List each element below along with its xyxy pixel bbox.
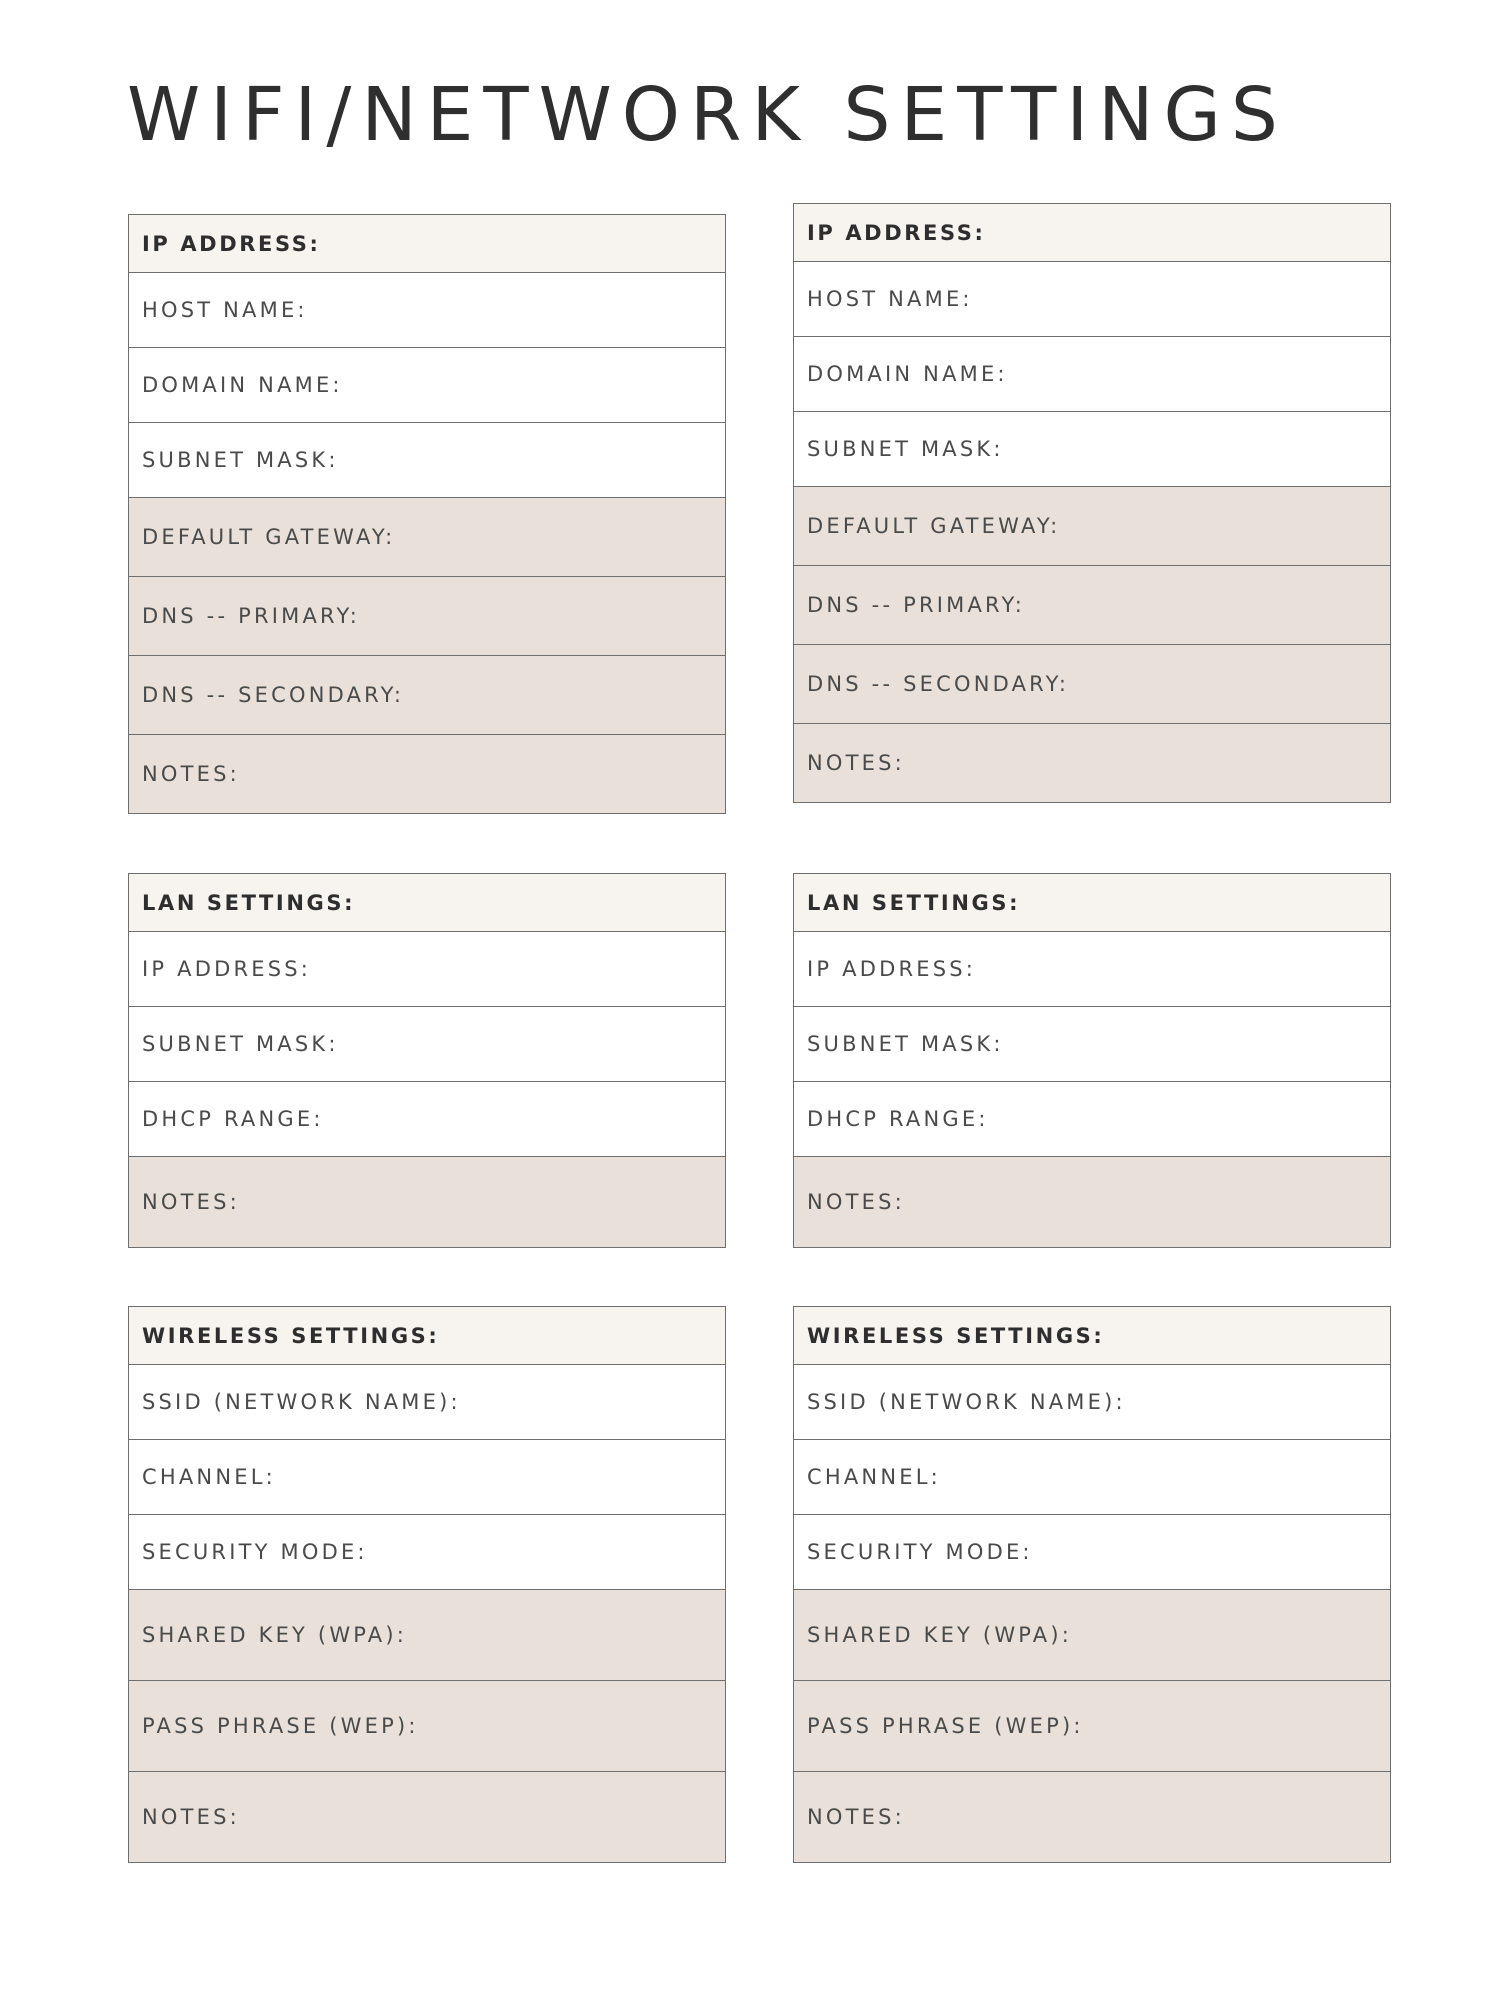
- ip-address-card-left: [128, 214, 726, 814]
- wireless-settings-card-left: [128, 1306, 726, 1863]
- ip-address-card-right: [793, 203, 1391, 803]
- pass-phrase-field[interactable]: PASS PHRASE (WEP):: [794, 1680, 1390, 1771]
- ssid-field[interactable]: SSID (NETWORK NAME):: [129, 1364, 725, 1439]
- domain-name-field[interactable]: DOMAIN NAME:: [794, 336, 1390, 411]
- ip-address-header: IP ADDRESS:: [129, 215, 725, 272]
- channel-field[interactable]: CHANNEL:: [129, 1439, 725, 1514]
- host-name-field[interactable]: HOST NAME:: [794, 261, 1390, 336]
- ip-address-field[interactable]: IP ADDRESS:: [794, 931, 1390, 1006]
- wireless-settings-header: WIRELESS SETTINGS:: [794, 1307, 1390, 1364]
- notes-field[interactable]: NOTES:: [129, 734, 725, 813]
- default-gateway-field[interactable]: DEFAULT GATEWAY:: [129, 497, 725, 576]
- dns-primary-field[interactable]: DNS -- PRIMARY:: [129, 576, 725, 655]
- subnet-mask-field[interactable]: SUBNET MASK:: [129, 422, 725, 497]
- ip-address-header: IP ADDRESS:: [794, 204, 1390, 261]
- lan-settings-header: LAN SETTINGS:: [794, 874, 1390, 931]
- ssid-field[interactable]: SSID (NETWORK NAME):: [794, 1364, 1390, 1439]
- notes-field[interactable]: NOTES:: [129, 1771, 725, 1862]
- subnet-mask-field[interactable]: SUBNET MASK:: [794, 411, 1390, 486]
- notes-field[interactable]: NOTES:: [794, 723, 1390, 802]
- notes-field[interactable]: NOTES:: [129, 1156, 725, 1247]
- host-name-field[interactable]: HOST NAME:: [129, 272, 725, 347]
- security-mode-field[interactable]: SECURITY MODE:: [794, 1514, 1390, 1589]
- dhcp-range-field[interactable]: DHCP RANGE:: [794, 1081, 1390, 1156]
- dhcp-range-field[interactable]: DHCP RANGE:: [129, 1081, 725, 1156]
- dns-secondary-field[interactable]: DNS -- SECONDARY:: [129, 655, 725, 734]
- lan-settings-card-left: [128, 873, 726, 1248]
- subnet-mask-field[interactable]: SUBNET MASK:: [794, 1006, 1390, 1081]
- channel-field[interactable]: CHANNEL:: [794, 1439, 1390, 1514]
- security-mode-field[interactable]: SECURITY MODE:: [129, 1514, 725, 1589]
- notes-field[interactable]: NOTES:: [794, 1156, 1390, 1247]
- page-title: WIFI/NETWORK SETTINGS: [127, 72, 1288, 158]
- wireless-settings-card-right: [793, 1306, 1391, 1863]
- shared-key-field[interactable]: SHARED KEY (WPA):: [129, 1589, 725, 1680]
- ip-address-field[interactable]: IP ADDRESS:: [129, 931, 725, 1006]
- wireless-settings-header: WIRELESS SETTINGS:: [129, 1307, 725, 1364]
- notes-field[interactable]: NOTES:: [794, 1771, 1390, 1862]
- subnet-mask-field[interactable]: SUBNET MASK:: [129, 1006, 725, 1081]
- default-gateway-field[interactable]: DEFAULT GATEWAY:: [794, 486, 1390, 565]
- lan-settings-card-right: [793, 873, 1391, 1248]
- lan-settings-header: LAN SETTINGS:: [129, 874, 725, 931]
- domain-name-field[interactable]: DOMAIN NAME:: [129, 347, 725, 422]
- dns-secondary-field[interactable]: DNS -- SECONDARY:: [794, 644, 1390, 723]
- pass-phrase-field[interactable]: PASS PHRASE (WEP):: [129, 1680, 725, 1771]
- dns-primary-field[interactable]: DNS -- PRIMARY:: [794, 565, 1390, 644]
- shared-key-field[interactable]: SHARED KEY (WPA):: [794, 1589, 1390, 1680]
